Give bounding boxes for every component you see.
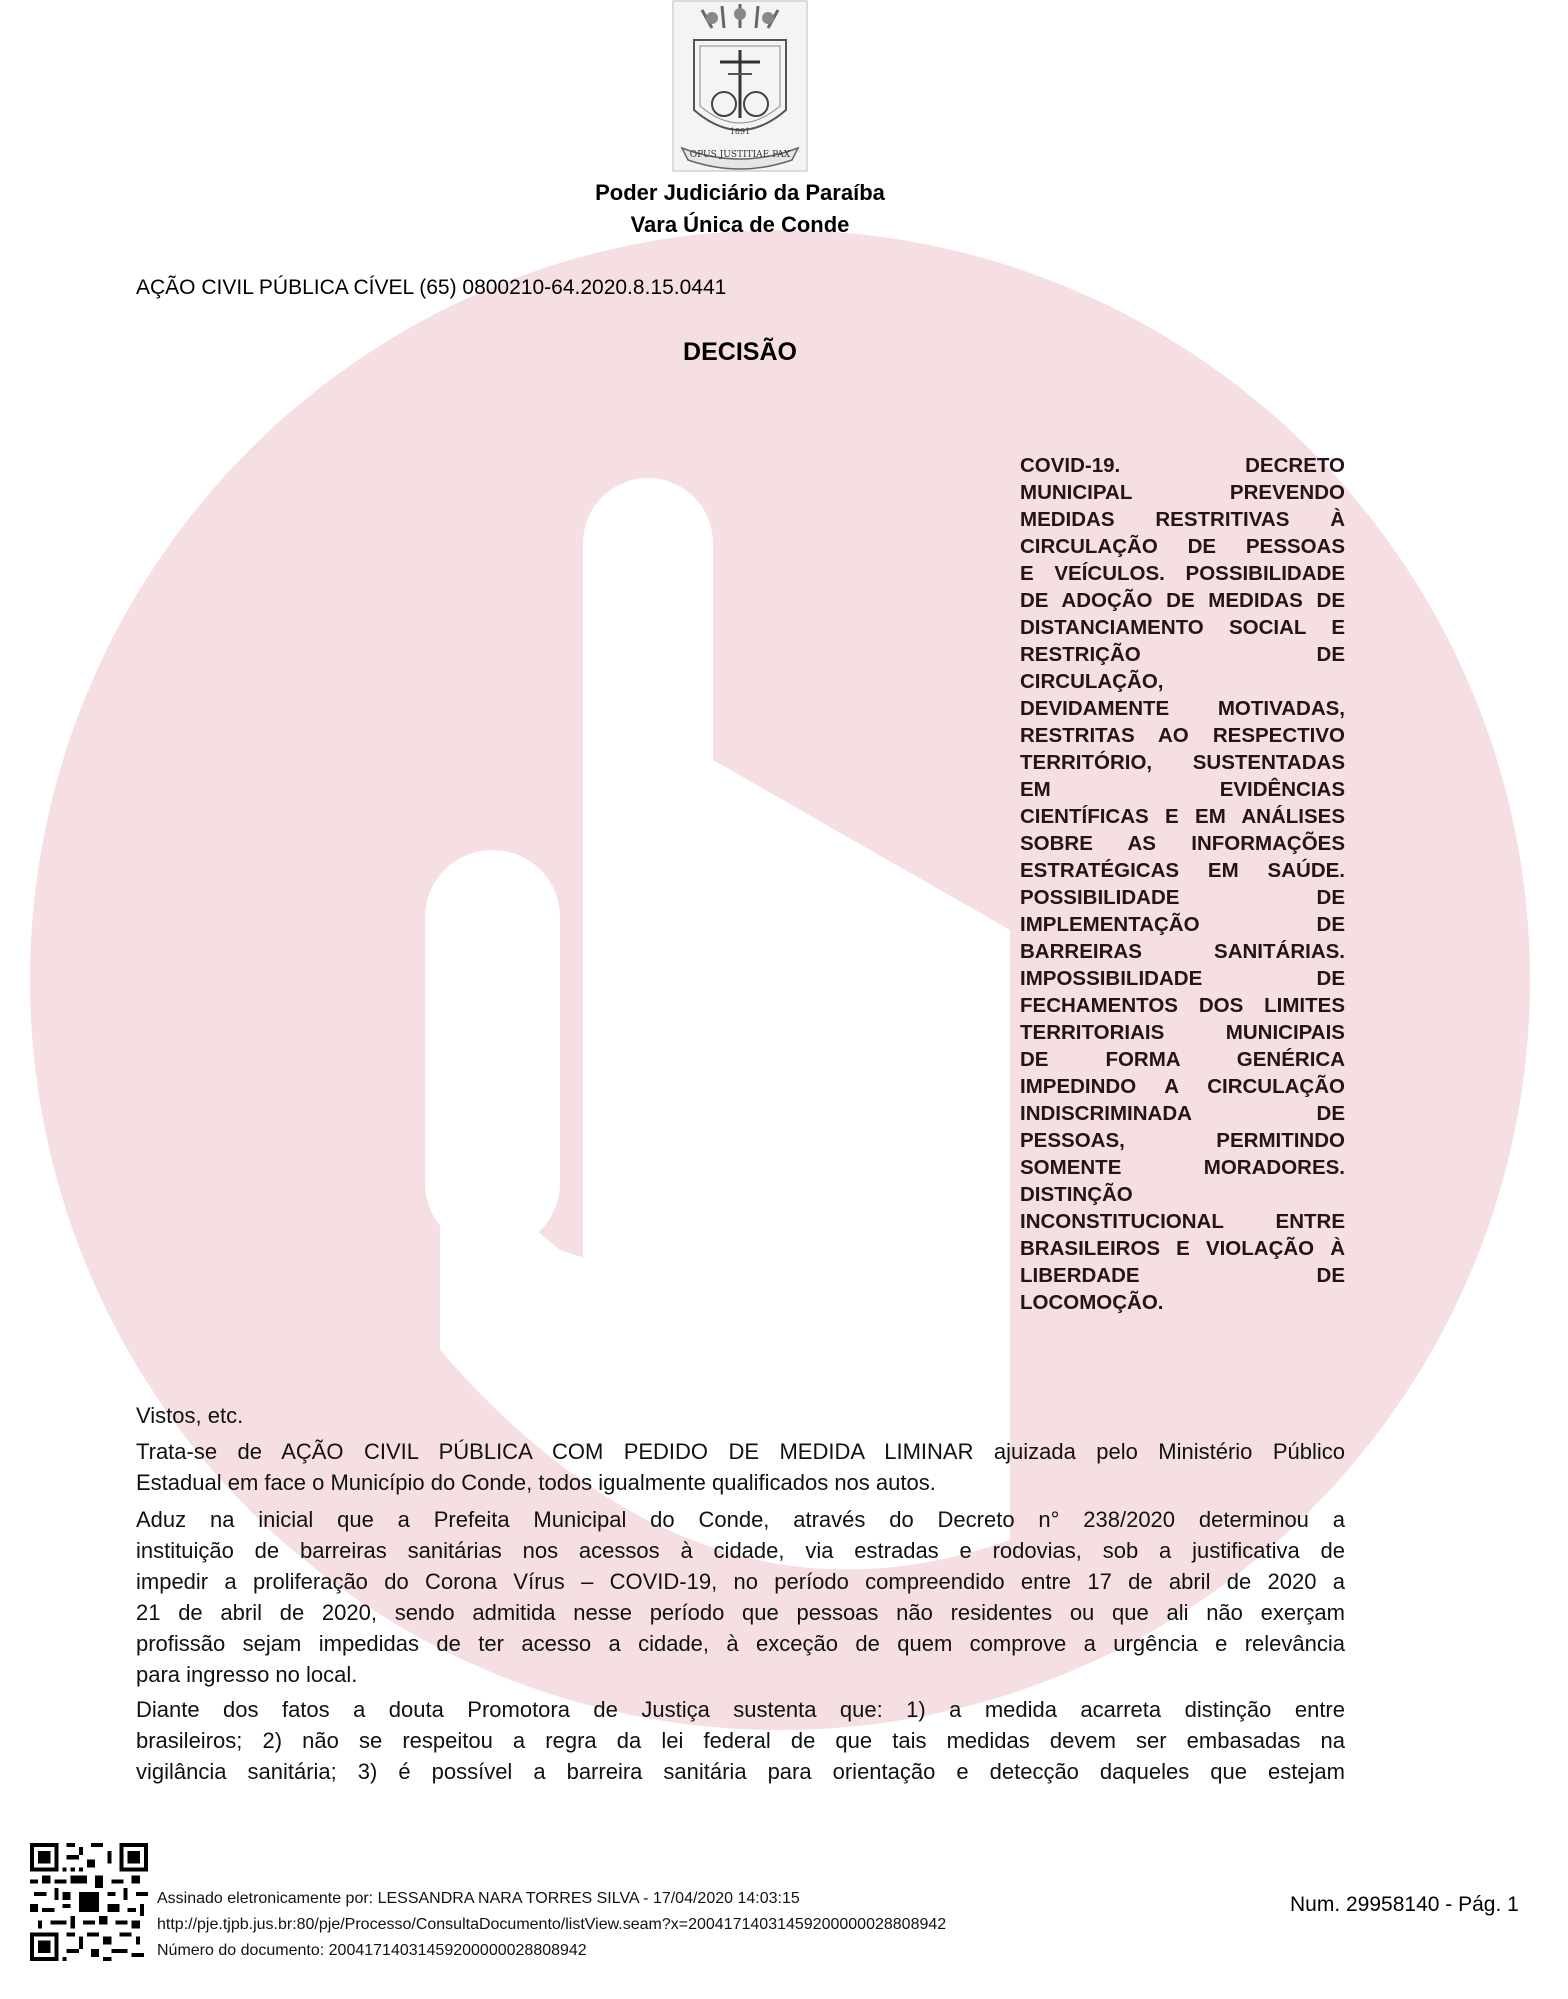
- signature-line: Assinado eletronicamente por: LESSANDRA NARA TORRES SILVA - 17/04/2020 14:03:15: [157, 1890, 800, 1907]
- ementa-line: E VEÍCULOS. POSSIBILIDADE: [1020, 562, 1345, 585]
- paragraph-line: para ingresso no local.: [136, 1662, 358, 1687]
- ementa-line: POSSIBILIDADE DE: [1020, 886, 1345, 909]
- qr-code-icon: [30, 1843, 148, 1961]
- paragraph-line: profissão sejam impedidas de ter acesso a cidade, à exceção de quem comprove a urgência e relevância: [136, 1631, 1345, 1656]
- page-reference: Num. 29958140 - Pág. 1: [1290, 1893, 1519, 1916]
- svg-text:OPUS JUSTITIAE PAX: OPUS JUSTITIAE PAX: [689, 150, 791, 160]
- ementa-line: RESTRITAS AO RESPECTIVO: [1020, 724, 1345, 747]
- ementa-line: CIRCULAÇÃO DE PESSOAS: [1020, 535, 1345, 558]
- paragraph-trata-se: [136, 1436, 1345, 1498]
- ementa-line: IMPEDINDO A CIRCULAÇÃO: [1020, 1075, 1345, 1098]
- ementa-line: BARREIRAS SANITÁRIAS.: [1020, 940, 1345, 963]
- paragraph-line: instituição de barreiras sanitárias nos acessos à cidade, via estradas e rodovias, sob a justificativa de: [136, 1538, 1345, 1563]
- ementa-line: SOBRE AS INFORMAÇÕES: [1020, 832, 1345, 855]
- coat-of-arms-logo: [672, 0, 808, 172]
- paragraph-line: Diante dos fatos a douta Promotora de Justiça sustenta que: 1) a medida acarreta distinção entre: [136, 1697, 1345, 1722]
- document-url[interactable]: http://pje.tjpb.jus.br:80/pje/Processo/ConsultaDocumento/listView.seam?x=20041714031459200000028808942: [157, 1916, 947, 1933]
- paragraph-line: Vistos, etc.: [136, 1403, 244, 1428]
- paragraph-line: impedir a proliferação do Corona Vírus – COVID-19, no período compreendido entre 17 de abril de 2020 a: [136, 1569, 1345, 1594]
- ementa-line: MUNICIPAL PREVENDO: [1020, 481, 1345, 504]
- ementa-line: DE FORMA GENÉRICA: [1020, 1048, 1345, 1071]
- ementa-line: INCONSTITUCIONAL ENTRE: [1020, 1210, 1345, 1233]
- ementa-line: SOMENTE MORADORES.: [1020, 1156, 1345, 1179]
- paragraph-line: Estadual em face o Município do Conde, todos igualmente qualificados nos autos.: [136, 1470, 936, 1495]
- ementa-line: IMPLEMENTAÇÃO DE: [1020, 913, 1345, 936]
- ementa-line: PESSOAS, PERMITINDO: [1020, 1129, 1345, 1152]
- document-title: DECISÃO: [683, 338, 797, 366]
- paragraph-line: Aduz na inicial que a Prefeita Municipal do Conde, através do Decreto n° 238/2020 determinou a: [136, 1507, 1345, 1532]
- paragraph-aduz: [136, 1504, 1345, 1690]
- paragraph-line: vigilância sanitária; 3) é possível a barreira sanitária para orientação e detecção daqueles que estejam: [136, 1759, 1345, 1784]
- paragraph-line: 21 de abril de 2020, sendo admitida nesse período que pessoas não residentes ou que ali não exerçam: [136, 1600, 1345, 1625]
- ementa-line: DISTINÇÃO: [1020, 1183, 1133, 1206]
- institution-name: Poder Judiciário da Paraíba: [595, 180, 885, 205]
- ementa-block: [1020, 452, 1345, 1316]
- ementa-line: DEVIDAMENTE MOTIVADAS,: [1020, 697, 1345, 720]
- document-number: Número do documento: 20041714031459200000028808942: [157, 1942, 587, 1959]
- ementa-line: TERRITÓRIO, SUSTENTADAS: [1020, 751, 1345, 774]
- paragraph-line: Trata-se de AÇÃO CIVIL PÚBLICA COM PEDIDO DE MEDIDA LIMINAR ajuizada pelo Ministério Público: [136, 1439, 1345, 1464]
- ementa-line: CIRCULAÇÃO,: [1020, 670, 1164, 693]
- ementa-line: IMPOSSIBILIDADE DE: [1020, 967, 1345, 990]
- paragraph-vistos: [136, 1400, 1345, 1431]
- ementa-line: ESTRATÉGICAS EM SAÚDE.: [1020, 859, 1345, 882]
- case-number: AÇÃO CIVIL PÚBLICA CÍVEL (65) 0800210-64.2020.8.15.0441: [136, 276, 727, 299]
- ementa-line: COVID-19. DECRETO: [1020, 454, 1345, 477]
- ementa-line: CIENTÍFICAS E EM ANÁLISES: [1020, 805, 1345, 828]
- ementa-line: LIBERDADE DE: [1020, 1264, 1345, 1287]
- ementa-line: TERRITORIAIS MUNICIPAIS: [1020, 1021, 1345, 1044]
- ementa-line: RESTRIÇÃO DE: [1020, 643, 1345, 666]
- ementa-line: DISTANCIAMENTO SOCIAL E: [1020, 616, 1345, 639]
- ementa-line: EM EVIDÊNCIAS: [1020, 778, 1345, 801]
- court-name: Vara Única de Conde: [630, 212, 850, 237]
- ementa-line: DE ADOÇÃO DE MEDIDAS DE: [1020, 589, 1345, 612]
- ementa-line: BRASILEIROS E VIOLAÇÃO À: [1020, 1237, 1345, 1260]
- ementa-line: FECHAMENTOS DOS LIMITES: [1020, 994, 1345, 1017]
- ementa-line: LOCOMOÇÃO.: [1020, 1291, 1164, 1314]
- ementa-line: MEDIDAS RESTRITIVAS À: [1020, 508, 1345, 531]
- ementa-line: INDISCRIMINADA DE: [1020, 1102, 1345, 1125]
- paragraph-diante: [136, 1694, 1345, 1787]
- svg-text:1891: 1891: [729, 127, 751, 136]
- paragraph-line: brasileiros; 2) não se respeitou a regra da lei federal de que tais medidas devem ser embasadas na: [136, 1728, 1345, 1753]
